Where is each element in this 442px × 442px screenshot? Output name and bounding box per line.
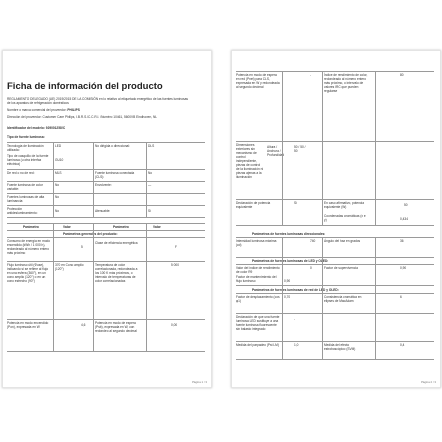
displacement-label: Factor de desplazamiento (cos φ1) [236,295,280,303]
row-color-label: Fuente luminosa de color variable: [7,183,43,191]
row-technology-label: Tecnología de iluminación utilizada: [7,144,44,152]
consistency-value: 6 [400,295,402,299]
dimensions-values: 50 / 50 / 50 [294,145,306,153]
header-value-2: Valor [153,225,161,229]
standby-value: 0,00 [171,323,178,327]
cct-label: Temperatura de color correlacionada, redondeada a los 100 K más próximos, o intervalo de temperaturas de color correlacionadas [95,263,138,283]
row-cap-value: GU10 [55,158,64,162]
row-direction-value: DLS [148,144,155,148]
equiv-power-decl-label: Declaración de potencia equivalente [236,201,271,209]
row-technology-value: LED [55,144,62,148]
page-number: Página 1 / 3 [192,380,207,384]
flux-value: 370 en Cono amplio (120°) [55,263,84,271]
maintenance-value: 0,90 [284,279,291,283]
row-direction-label: No dirigida o direccional: [95,144,130,148]
net-standby-value: - [310,73,312,77]
survival-value: 0,90 [400,266,407,270]
chromaticity-value: 0,434 [400,217,408,221]
survival-label: Factor de supervivencia [324,266,358,270]
dimensions-label: Dimensiones exteriores sin mecanismo de control independiente, piezas de control de la iluminación ni piezas ajenas a la iluminación [236,143,264,179]
header-param-1: Parámetro [23,225,39,229]
header-value-1: Valor [63,225,71,229]
beam-angle-value: 36 [400,239,404,243]
row-mains-label: De red o no de red: [7,171,35,175]
document-page-1 [2,50,212,388]
flux-label: Flujo luminoso útil (Φuse), indicando si se refiere al flujo en una esfera (360°), en un cono amplio (120°) o en un cono estrecho (90°) [7,263,49,283]
type-label: Tipo de fuente luminosa: [7,135,45,139]
page-number: Página 2 / 3 [421,380,436,384]
replacement-decl-value: - [294,317,296,321]
row-cls-label: Fuente luminosa conectada (CLS): [95,171,135,179]
power-value: 4,6 [81,323,86,327]
dimensions-axes: Altura / Anchura / Profundidad [267,145,285,157]
r9-label: Valor del índice de rendimiento de color R9 [236,266,280,274]
cri-value: 80 [400,73,404,77]
intensity-value: 740 [310,239,316,243]
equiv-power-decl-value: Sí [294,201,298,205]
row-glare-label: Protección antideslumbramiento: [7,207,38,215]
row-glare-value: No [55,209,60,213]
flicker-value: 1,0 [294,343,299,347]
consumption-label: Consumo de energía en modo encendido (kWh / 1 000 h), redondeado al número entero más próximo [7,239,51,255]
consumption-value: 5 [81,245,83,249]
directional-heading: Parámetros de fuentes luminosas direccionales: [252,232,326,236]
equiv-power-label: En caso afirmativo, potencia equivalente (W) [324,201,365,209]
row-luminance-value: No [55,195,60,199]
row-cls-value: No [148,171,153,175]
consistency-label: Consistencia cromática en elipses de MacAdam [324,295,362,303]
cct-value: 5 000 [171,263,179,267]
row-envelope-value: — [148,183,152,187]
general-params-heading: Parámetros generales del producto: [63,232,118,236]
regulation-text: REGLAMENTO DELEGADO (UE) 2019/2015 DE LA COMISIÓN en lo relativo al etiquetado energético de las fuentes luminosas [7,97,189,101]
header-param-2: Parámetro [113,225,129,229]
class-label: Clase de eficiencia energética [95,241,138,245]
model-line: Identificador del modelo: 929001258!C [7,126,66,130]
chromaticity-label: Coordenadas cromáticas (x e y) [324,214,366,222]
equiv-power-value: 50 [404,203,408,207]
r9-value: 0 [310,266,312,270]
class-value: F [175,245,177,249]
beam-angle-label: Ángulo del haz en grados [324,239,361,243]
row-color-value: No [55,183,60,187]
cri-label: Índice de rendimiento de color, redondeado al número entero más próximo, o intervalo de valores IRC que pueden regularse [324,73,368,93]
row-luminance-label: Fuentes luminosas de alta luminancia: [7,195,45,203]
stroboscopic-label: Medida del efecto estroboscópico (SVM) [324,343,356,351]
led-heading: Parámetros de fuentes luminosas de LED y OLED: [252,259,329,263]
row-mains-value: MLS [55,171,62,175]
regulation-text-2: de los aparatos de refrigeración domésticos [7,101,69,105]
standby-label: Potencia en modo de espera (Psb), expresada en W, con redondeo al segundo decimal [95,321,137,333]
stroboscopic-value: 0,4 [400,343,405,347]
maintenance-label: Factor de mantenimiento del flujo luminoso [236,275,277,283]
flicker-label: Medida del parpadeo (Pst LM) [236,343,279,347]
address-line: Dirección del proveedor: Customer Care Philips, I.B.R.S./C.C.R.I. /Numéro 10461, 5600VB Eindhoven, NL [7,115,158,119]
row-envelope-label: Envolvente: [95,183,112,187]
supplier-label: Nombre o marca comercial del proveedor: PHILIPS [7,108,80,112]
net-standby-label: Potencia en modo de espera en red (Pnet) para CLS, expresada en W y redondeada al segundo decimal [236,73,280,89]
power-label: Potencia en modo encendido (Pon), expresada en W [7,321,49,329]
row-dimmable-value: Sí [148,209,152,213]
displacement-value: 0,70 [284,295,291,299]
doc-title: Ficha de información del producto [7,81,163,92]
row-dimmable-label: Atenuable: [95,209,111,213]
intensity-label: Intensidad luminosa máxima (cd) [236,239,277,247]
document-page-2 [231,50,441,388]
row-cap-label: Tipo de casquillo de la fuente luminosa (u otra interfaz eléctrica) [7,154,49,166]
replacement-decl-label: Declaración de que una fuente luminosa LED sustituye a una fuente luminosa fluorescente sin balasto integrado [236,315,280,331]
mains-heading: Parámetros de fuentes luminosas de red de LED y OLED: [252,288,339,292]
